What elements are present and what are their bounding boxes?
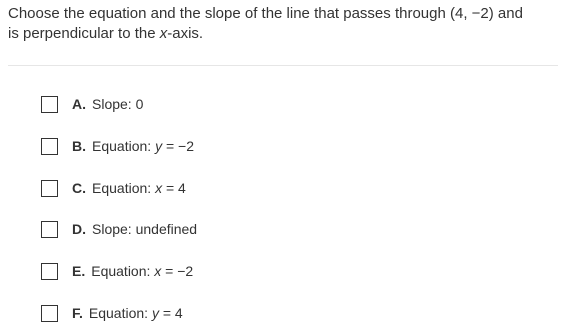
- choice-d-letter: D.: [72, 221, 86, 237]
- choice-d[interactable]: [41, 218, 197, 240]
- choice-e-var: x: [154, 263, 162, 279]
- question-line-2: [8, 24, 558, 44]
- checkbox-d[interactable]: [41, 221, 58, 238]
- choice-c-var: x: [155, 180, 163, 196]
- checkbox-b[interactable]: [41, 138, 58, 155]
- choice-d-text: [92, 221, 197, 237]
- question-line-2-suffix: -axis.: [167, 25, 204, 42]
- checkbox-a[interactable]: [41, 96, 58, 113]
- question-variable: x: [159, 25, 168, 42]
- choice-e-pre: Equation:: [91, 263, 155, 279]
- choice-a-text: [92, 96, 143, 112]
- choice-f[interactable]: [41, 302, 183, 324]
- choice-b-var: y: [155, 138, 163, 154]
- question-line-2-prefix: is perpendicular to the: [8, 25, 160, 42]
- choice-e-letter: E.: [72, 263, 86, 279]
- choice-b[interactable]: [41, 135, 194, 157]
- choice-e[interactable]: [41, 260, 193, 282]
- choice-a-pre: Slope: 0: [92, 96, 144, 112]
- choice-b-pre: Equation:: [92, 138, 156, 154]
- choice-c-letter: C.: [72, 180, 86, 196]
- question-line-1: Choose the equation and the slope of the line that passes through (4, −2) and: [8, 5, 523, 22]
- checkbox-e[interactable]: [41, 263, 58, 280]
- question-text: [8, 4, 558, 44]
- checkbox-f[interactable]: [41, 305, 58, 322]
- choice-f-var: y: [151, 305, 159, 321]
- choice-f-post: = 4: [158, 305, 183, 321]
- choice-f-letter: F.: [72, 305, 83, 321]
- choice-a[interactable]: [41, 93, 143, 115]
- choice-b-post: = −2: [162, 138, 194, 154]
- choice-f-text: [89, 305, 183, 321]
- choice-d-pre: Slope: undefined: [92, 221, 198, 237]
- choice-a-letter: A.: [72, 96, 86, 112]
- choice-c-post: = 4: [162, 180, 186, 196]
- checkbox-c[interactable]: [41, 180, 58, 197]
- choice-e-text: [91, 263, 193, 279]
- choice-c-text: [92, 180, 186, 196]
- choice-b-text: [92, 138, 194, 154]
- choice-e-post: = −2: [161, 263, 194, 279]
- choice-c[interactable]: [41, 177, 186, 199]
- choice-c-pre: Equation:: [92, 180, 156, 196]
- divider: [8, 65, 558, 66]
- choice-b-letter: B.: [72, 138, 86, 154]
- choice-f-pre: Equation:: [88, 305, 152, 321]
